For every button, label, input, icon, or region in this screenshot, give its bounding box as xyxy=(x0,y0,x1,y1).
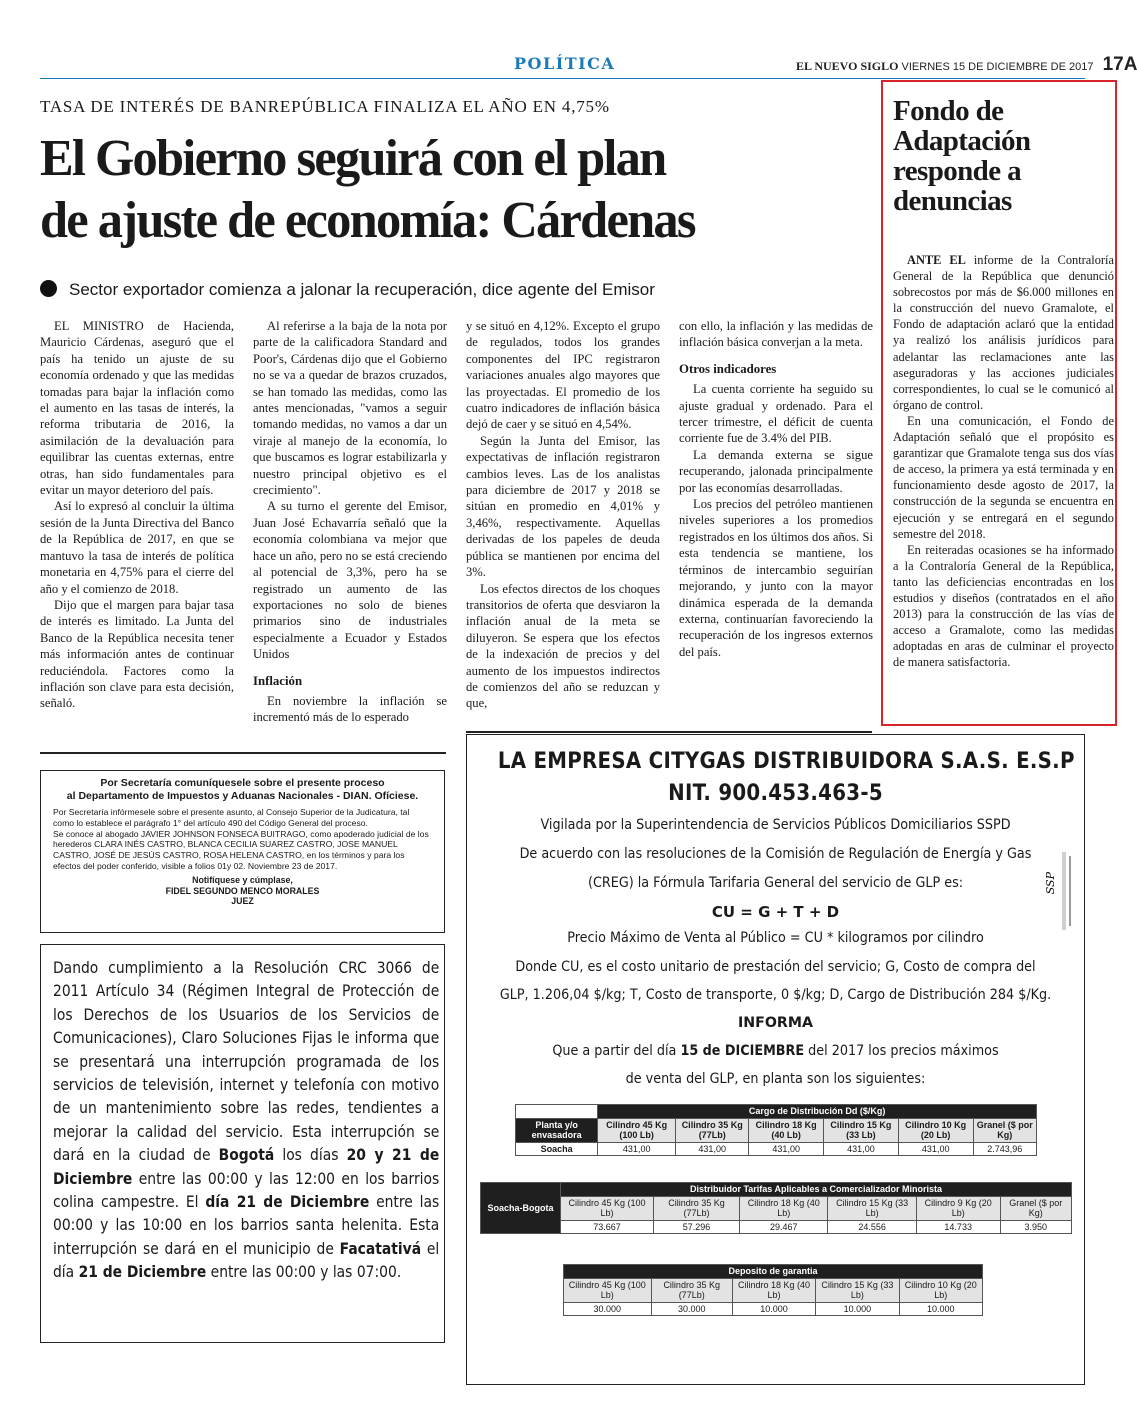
sidebar-paragraph: En una comunicación, el Fondo de Adaptación señaló que el propósito es garantizar que Gramalote tenga sus dos vías de acceso, la primera ya está terminada y en funcionamiento desde agosto de 2017, la construcción de la segunda se encuentra en ejecución y se entregará en el segundo semestre del 2018. xyxy=(893,413,1114,541)
claro-text: entre las 00:00 y las 12:00 en los barrios colina campestre. El xyxy=(53,1169,440,1212)
article-paragraph: Dijo que el margen para bajar tasa de interés es limitado. La Junta del Banco de la República necesita tener más información antes de continuar reduciéndola. Factores como la inflación son clave para esta decisión, señaló. xyxy=(40,597,234,711)
header-rule xyxy=(40,78,1085,79)
citygas-date: 15 de DICIEMBRE xyxy=(680,1043,805,1059)
article-subhead xyxy=(40,280,655,300)
bullet-icon xyxy=(40,280,57,297)
sidebar-paragraph xyxy=(893,252,1114,413)
claro-text: Dando cumplimiento a la Resolución CRC 3066 de 2011 Artículo 34 (Régimen Integral de Protección de los Derechos de los Usuarios de los Servicios de Comunicaciones), Claro Soluciones Fijas le informa que se presentará una interrupción programada de los servicios de televisión, internet y telefonía con motivo de un mantenimiento sobre las redes, tendientes a mejorar la calidad del servicio. Esta interrupción se dará en la ciudad de xyxy=(53,959,440,1165)
article-subheading: Inflación xyxy=(253,673,303,688)
dian-body-paragraph: Por Secretaría infórmesele sobre el presente asunto, al Consejo Superior de la Judicatura, tal como lo establece el parágrafo 1° del artículo 490 del Código General del proceso. xyxy=(53,807,410,828)
citygas-line: Precio Máximo de Venta al Público = CU * kilogramos por cilindro xyxy=(567,930,984,946)
table-header-cell: Cilindro 15 Kg (33 Lb) xyxy=(816,1278,899,1302)
table-header-cell: Cilindro 45 Kg (100 Lb) xyxy=(561,1196,654,1220)
table-cell: 29.467 xyxy=(740,1220,828,1234)
signature-line: JUEZ xyxy=(231,896,254,907)
table-header-cell: Cilindro 45 Kg (100 Lb) xyxy=(564,1278,652,1302)
table-row-label: Soacha xyxy=(516,1142,598,1156)
table-cell: 431,00 xyxy=(676,1142,749,1156)
signature-line: FIDEL SEGUNDO MENCO MORALES xyxy=(165,885,320,896)
newspaper-name: EL NUEVO SIGLO xyxy=(796,59,899,73)
sidebar-title: Fondo de Adaptación responde a denuncias xyxy=(893,95,1031,217)
claro-bold-text: Bogotá xyxy=(218,1146,275,1165)
article-column-4 xyxy=(679,318,873,660)
claro-text: entre las 00:00 y las 10:00 en los barrios santa helenita. Esta interrupción se dará en el municipio de xyxy=(53,1193,440,1258)
article-column-2 xyxy=(253,318,447,726)
citygas-line: (CREG) la Fórmula Tarifaria General del servicio de GLP es: xyxy=(587,875,964,891)
article-paragraph: Los precios del petróleo mantienen niveles superiores a los promedios registrados en los últimos dos años. Si esta tendencia se mantiene, los términos de intercambio seguirían mejorando, y junto con la mayor dinámica esperada de la demanda externa, continuarían favoreciendo la recuperación de los ingresos externos del país. xyxy=(679,497,873,659)
table-title: Distribuidor Tarifas Aplicables a Comercializador Minorista xyxy=(561,1183,1072,1197)
table-cell: 431,00 xyxy=(598,1142,676,1156)
table-cell: 14.733 xyxy=(916,1220,1000,1234)
distribution-charge-table xyxy=(515,1104,1037,1156)
citygas-line: Donde CU, es el costo unitario de prestación del servicio; G, Costo de compra del xyxy=(515,959,1036,975)
citygas-line xyxy=(498,1043,1053,1059)
citygas-title: LA EMPRESA CITYGAS DISTRIBUIDORA S.A.S. E.S.P xyxy=(497,749,1075,774)
section-label: POLÍTICA xyxy=(514,54,616,73)
dian-notice-signature xyxy=(41,875,444,907)
table-header-cell: Cilindro 45 Kg (100 Lb) xyxy=(598,1118,676,1142)
claro-bold-text: 21 de Diciembre xyxy=(78,1263,207,1282)
dian-notice xyxy=(40,770,445,933)
article-paragraph: A su turno el gerente del Emisor, Juan José Echavarría señaló que la economía colombiana va mejor que hace un año, pero no se está creciendo al potencial de 3,3%, pero ha se registrado un aumento de las exportaciones no solo de bienes primarios sino de industriales especialmente a Ecuador y Estados Unidos xyxy=(253,499,447,662)
table-header-cell: Cilindro 35 Kg (77Lb) xyxy=(676,1118,749,1142)
table-cell: 431,00 xyxy=(824,1142,899,1156)
citygas-text: Que a partir del día xyxy=(552,1043,681,1059)
sidebar-text: informe de la Contraloría General de la República que denunció sobrecostos por más de $6.000 millones en la construcción del nuevo Gramalote, el Fondo de adaptación aclaró que la entidad ya realizó los análisis jurídicos para adelantar las reclamaciones ante las aseguradoras y las acciones judiciales correspondientes, lo cual se le comunicó al órgano de control. xyxy=(893,253,1114,412)
claro-notice-text xyxy=(53,957,439,1285)
article-paragraph: con ello, la inflación y las medidas de inflación básica converjan a la meta. xyxy=(679,319,873,350)
sidebar-body xyxy=(893,252,1114,670)
article-paragraph: Así lo expresó al concluir la última sesión de la Junta Directiva del Banco de la República de 2017, en que se mantuvo la tasa de interés de política monetaria en 4,75% para el cierre del año y el comienzo de 2018. xyxy=(40,499,234,596)
table-cell: 3.950 xyxy=(1000,1220,1071,1234)
section-divider xyxy=(40,752,446,754)
table-header-cell: Cilindro 10 Kg (20 Lb) xyxy=(898,1118,973,1142)
article-paragraph: EL MINISTRO de Hacienda, Mauricio Cárdenas, aseguró que el país ha tenido un ajuste de su economía ordenado y que las medidas tomadas para bajar la inflación como el aumento en las tasas de interés, la reforma tributaria de 2016, la asimilación de la devaluación para equilibrar las cuentas externas, entre otras, han sido fundamentales para evitar un mayor deterioro del país. xyxy=(40,319,234,498)
table-cell: 431,00 xyxy=(749,1142,824,1156)
dian-body-paragraph: Se conoce al abogado JAVIER JOHNSON FONSECA BUITRAGO, como apoderado judicial de los herederos CLARA INÉS CASTRO, BLANCA CECILIA SUAREZ CASTRO, JOSE MANUEL CASTRO, JOSÉ DE JESÚS CASTRO, ROSA HELENA CASTRO, en los términos y para los efectos del poder conferido, visible a folios 01y 02. Noviembre 23 de 2017. xyxy=(53,828,429,871)
table-header-cell: Cilindro 18 Kg (40 Lb) xyxy=(749,1118,824,1142)
table-cell: 30.000 xyxy=(564,1302,652,1316)
citygas-line: GLP, 1.206,04 $/kg; T, Costo de transporte, 0 $/kg; D, Cargo de Distribución 284 $/Kg. xyxy=(499,987,1052,1003)
page-header-info xyxy=(796,54,1137,76)
article-paragraph: La cuenta corriente ha seguido su ajuste gradual y ordenado. Para el tercer trimestre, el déficit de cuenta corriente fue de 3.4% del PIB. xyxy=(679,382,873,446)
table-cell: 57.296 xyxy=(654,1220,740,1234)
table-header-cell: Cilindro 35 Kg (77Lb) xyxy=(651,1278,732,1302)
article-paragraph: Al referirse a la baja de la nota por parte de la calificadora Standard and Poor's, Cárdenas dijo que el Gobierno no se va a quedar de brazos cruzados, se han tomado las medidas, como las antes mencionadas, "vamos a seguir tomando medidas, no vamos a dar un viraje al manejo de la economía, lo que buscamos es lograr estabilizarla y nuestro principal objetivo es el crecimiento". xyxy=(253,319,447,498)
claro-bold-text: Facatativá xyxy=(339,1239,422,1258)
citygas-notice xyxy=(466,734,1085,1385)
minorista-rates-table xyxy=(480,1182,1072,1234)
issue-date: VIERNES 15 DE DICIEMBRE DE 2017 xyxy=(901,61,1094,73)
headline-line-1: El Gobierno seguirá con el plan xyxy=(40,130,666,187)
page-number: 17A xyxy=(1102,54,1137,75)
table-header-cell: Cilindro 15 Kg (33 Lb) xyxy=(828,1196,916,1220)
table-title: Deposito de garantia xyxy=(564,1265,983,1279)
table-cell: 10.000 xyxy=(899,1302,982,1316)
table-header-cell: Cilindro 10 Kg (20 Lb) xyxy=(899,1278,982,1302)
table-header-cell: Cilindro 35 Kg (77Lb) xyxy=(654,1196,740,1220)
article-paragraph: La demanda externa se sigue recuperando, jalonada principalmente por las economías desarrolladas. xyxy=(679,447,873,495)
table-cell: 73.667 xyxy=(561,1220,654,1234)
headline-line-2: de ajuste de economía: Cárdenas xyxy=(40,192,695,249)
citygas-line: de venta del GLP, en planta son los siguientes: xyxy=(625,1071,926,1087)
claro-text: entre las 00:00 y las 07:00. xyxy=(206,1263,402,1282)
article-kicker: TASA DE INTERÉS DE BANREPÚBLICA FINALIZA EL AÑO EN 4,75% xyxy=(40,97,610,116)
table-cell: 30.000 xyxy=(651,1302,732,1316)
signature-line: Notifíquese y cúmplase, xyxy=(192,874,293,885)
article-column-3 xyxy=(466,318,660,712)
dian-heading-line: al Departamento de Impuestos y Aduanas Nacionales - DIAN. Ofíciese. xyxy=(66,790,419,802)
sidebar-lead: ANTE EL xyxy=(907,253,966,267)
table-cell: 10.000 xyxy=(816,1302,899,1316)
citygas-formula: CU = G + T + D xyxy=(711,903,840,921)
table-header-cell: Granel ($ por Kg) xyxy=(973,1118,1036,1142)
claro-text: los días xyxy=(274,1146,347,1165)
table-row xyxy=(481,1220,1072,1234)
citygas-nit: NIT. 900.453.463-5 xyxy=(668,781,883,806)
section-divider xyxy=(466,731,872,733)
citygas-line: De acuerdo con las resoluciones de la Comisión de Regulación de Energía y Gas xyxy=(519,846,1032,862)
citygas-line: Vigilada por la Superintendencia de Servicios Públicos Domiciliarios SSPD xyxy=(540,817,1011,833)
article-paragraph: En noviembre la inflación se incrementó más de lo esperado xyxy=(253,693,447,725)
claro-notice xyxy=(40,944,445,1343)
dian-heading-line: Por Secretaría comuníquesele sobre el presente proceso xyxy=(100,777,385,789)
citygas-text: del 2017 los precios máximos xyxy=(804,1043,999,1059)
table-header-cell: Cilindro 15 Kg (33 Lb) xyxy=(824,1118,899,1142)
claro-bold-text: día 21 de Diciembre xyxy=(205,1193,370,1212)
table-row-header: Soacha-Bogota xyxy=(481,1183,561,1234)
claro-bold-text: 20 y 21 de Diciembre xyxy=(53,1146,440,1188)
table-row-header: Planta y/o envasadora xyxy=(516,1118,598,1142)
citygas-informa: INFORMA xyxy=(738,1015,813,1031)
dian-notice-body xyxy=(41,803,444,872)
table-cell: 431,00 xyxy=(898,1142,973,1156)
table-cell: 10.000 xyxy=(732,1302,815,1316)
table-title: Cargo de Distribución Dd ($/Kg) xyxy=(598,1105,1037,1119)
table-row xyxy=(564,1302,983,1316)
deposit-table xyxy=(563,1264,983,1316)
table-header-cell: Cilindro 18 Kg (40 Lb) xyxy=(740,1196,828,1220)
article-paragraph: Los efectos directos de los choques transitorios de oferta que desviaron la inflación anual de la meta se diluyeron. Se espera que los efectos de la indexación de precios y del aumento de los impuestos indirectos de comienzos del año se reduzcan y que, xyxy=(466,581,660,711)
claro-text: el día xyxy=(53,1239,440,1282)
article-paragraph: Según la Junta del Emisor, las expectativas de inflación registraron cambios leves. Las de los analistas para diciembre de 2017 y 2018 se sitúan en promedio en 4,01% y 3,46%, respectivamente. Aquellas derivadas de los papeles de deuda pública se mantienen por encima del 3%. xyxy=(466,433,660,580)
sidebar-paragraph: En reiteradas ocasiones se ha informado a la Contraloría General de la República, tanto las deficiencias encontradas en los estudios y diseños (contratados en el año 2013) para la construcción de las vías de acceso a Gramalote, como las medidas adoptadas en aras de culminar el proyecto de manera satisfactoria. xyxy=(893,542,1114,670)
dian-notice-heading xyxy=(41,777,444,803)
subhead-text: Sector exportador comienza a jalonar la recuperación, dice agente del Emisor xyxy=(69,280,655,299)
table-cell: 24.556 xyxy=(828,1220,916,1234)
article-subheading: Otros indicadores xyxy=(679,361,777,376)
article-paragraph: y se situó en 4,12%. Excepto el grupo de regulados, todos los grandes componentes del IPC registraron variaciones anuales algo mayores que las proyectadas. El promedio de los cuatro indicadores de inflación básica dejó de caer y se situó en 4,54%. xyxy=(466,319,660,432)
ssp-logo-graphic xyxy=(1040,852,1080,932)
ssp-logo-icon xyxy=(1040,852,1080,932)
table-header-cell: Cilindro 18 Kg (40 Lb) xyxy=(732,1278,815,1302)
table-row xyxy=(516,1142,1037,1156)
table-header-cell: Granel ($ por Kg) xyxy=(1000,1196,1071,1220)
article-headline xyxy=(40,128,845,252)
table-cell: 2.743,96 xyxy=(973,1142,1036,1156)
article-column-1 xyxy=(40,318,234,712)
table-header-cell: Cilindro 9 Kg (20 Lb) xyxy=(916,1196,1000,1220)
ssp-logo-text: SSP xyxy=(1044,872,1057,895)
